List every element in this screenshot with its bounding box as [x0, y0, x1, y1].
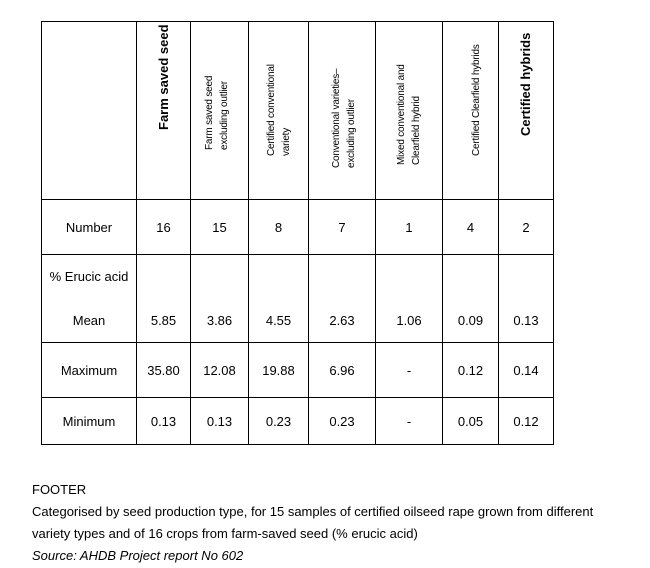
header-label-line2: Clearfield hybrid	[411, 96, 422, 165]
header-label-line1: Certified conventional	[266, 64, 277, 156]
table-cell	[499, 255, 554, 291]
cell-value: 0.13	[513, 312, 539, 328]
header-label-line1: Conventional varieties–	[331, 68, 342, 168]
table-cell	[499, 290, 554, 343]
row-label: Number	[42, 200, 137, 255]
table-cell	[309, 255, 376, 291]
table-row-mean	[42, 290, 554, 343]
table-cell: 0.13	[137, 398, 191, 445]
row-label-cell	[42, 290, 137, 343]
footer-heading: FOOTER	[32, 482, 87, 497]
table-cell	[137, 290, 191, 343]
table-cell	[309, 290, 376, 343]
table-cell: 8	[249, 200, 309, 255]
table-cell	[191, 290, 249, 343]
table-row-minimum	[42, 398, 554, 445]
header-label-line2: variety	[281, 127, 292, 156]
cell-value: 2.63	[329, 312, 355, 328]
header-label: Farm saved seed	[156, 24, 171, 130]
footer-caption-line1: Categorised by seed production type, for 15 samples of certified oilseed rape grown from different	[32, 504, 594, 519]
row-label: Maximum	[42, 343, 137, 398]
footer-caption-line2: variety types and of 16 crops from farm-saved seed (% erucic acid)	[32, 526, 418, 541]
header-farm-saved-seed	[137, 22, 191, 200]
header-conventional-excluding-outlier	[309, 22, 376, 200]
header-certified-conventional	[249, 22, 309, 200]
header-label: Certified Clearfield hybrids	[471, 44, 482, 156]
cell-value: 0.09	[457, 312, 484, 328]
table-cell: 12.08	[191, 343, 249, 398]
table-cell: 1	[376, 200, 443, 255]
table-row-erucic-acid	[42, 255, 554, 291]
table-cell	[376, 255, 443, 291]
table-cell: 0.23	[249, 398, 309, 445]
table-cell: 0.14	[499, 343, 554, 398]
table-cell: -	[376, 343, 443, 398]
table-cell	[443, 255, 499, 291]
header-mixed-conventional-clearfield	[376, 22, 443, 200]
table-cell	[376, 290, 443, 343]
table-cell: 0.12	[443, 343, 499, 398]
table-cell: 7	[309, 200, 376, 255]
header-label-line1: Mixed conventional and	[396, 64, 407, 165]
footer-source: Source: AHDB Project report No 602	[32, 548, 244, 563]
table-cell: 16	[137, 200, 191, 255]
row-label: Minimum	[42, 398, 137, 445]
table-cell: 2	[499, 200, 554, 255]
table-row-number	[42, 200, 554, 255]
cell-value: 4.55	[265, 312, 292, 328]
header-corner-cell	[42, 22, 137, 200]
table-cell: 0.23	[309, 398, 376, 445]
header-label-line1: Farm saved seed	[204, 75, 215, 150]
erucic-acid-table	[41, 21, 554, 445]
table-row-maximum	[42, 343, 554, 398]
table-cell	[191, 255, 249, 291]
table-cell	[249, 255, 309, 291]
header-row	[42, 22, 554, 200]
table-cell: -	[376, 398, 443, 445]
cell-value: 1.06	[396, 312, 422, 328]
table-cell: 0.13	[191, 398, 249, 445]
header-certified-clearfield-hybrids	[443, 22, 499, 200]
table-cell	[443, 290, 499, 343]
row-label: % Erucic acid	[49, 269, 129, 284]
table-cell: 15	[191, 200, 249, 255]
row-label-cell	[42, 255, 137, 291]
table-cell: 6.96	[309, 343, 376, 398]
row-label: Mean	[72, 312, 106, 328]
table-cell: 0.12	[499, 398, 554, 445]
table-footer	[32, 479, 593, 567]
cell-value: 5.85	[150, 312, 177, 328]
table-cell: 19.88	[249, 343, 309, 398]
table-cell: 0.05	[443, 398, 499, 445]
header-label-line2: excluding outlier	[346, 99, 357, 168]
table-cell: 35.80	[137, 343, 191, 398]
header-label: Certified hybrids	[518, 32, 533, 136]
header-certified-hybrids	[499, 22, 554, 200]
header-label-line2: excluding outlier	[219, 81, 230, 150]
table-cell: 4	[443, 200, 499, 255]
header-farm-saved-excluding-outlier	[191, 22, 249, 200]
cell-value: 3.86	[206, 312, 233, 328]
table-cell	[137, 255, 191, 291]
table-cell	[249, 290, 309, 343]
